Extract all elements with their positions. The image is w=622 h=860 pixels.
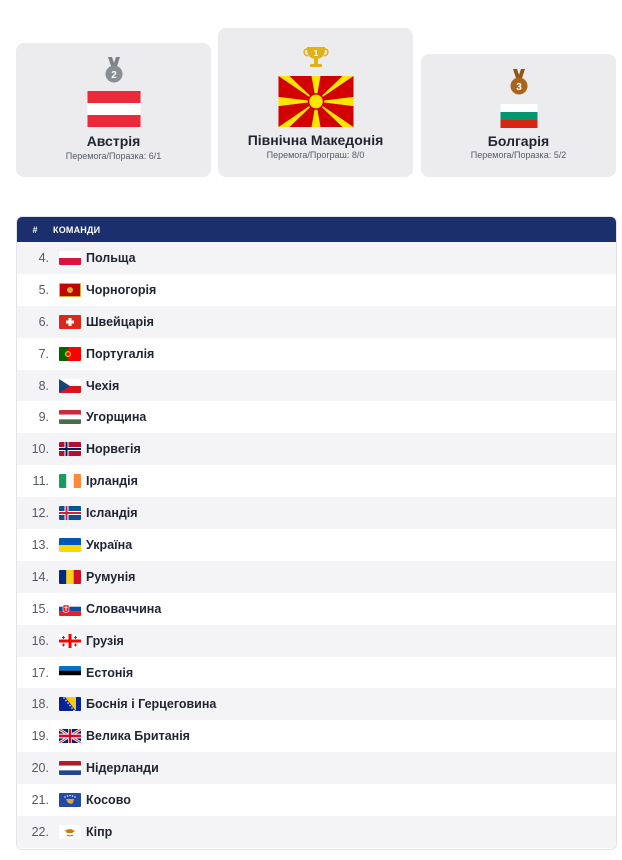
team-name[interactable]: Естонія (86, 665, 134, 680)
poland-flag-icon (59, 251, 81, 265)
table-row[interactable] (17, 338, 616, 370)
table-row[interactable] (17, 242, 616, 274)
row-rank: 21. (31, 793, 49, 808)
romania-flag-icon (59, 570, 81, 584)
table-row[interactable] (17, 657, 616, 689)
row-rank: 12. (31, 506, 49, 521)
team-name[interactable]: Ірландія (86, 474, 138, 489)
slovakia-flag-icon (59, 602, 81, 616)
team-name[interactable]: Україна (86, 537, 133, 552)
uk-flag-icon (59, 729, 81, 743)
gold-trophy-icon (303, 45, 329, 69)
table-row[interactable] (17, 625, 616, 657)
table-row[interactable] (17, 370, 616, 402)
header-rank: # (32, 224, 38, 235)
row-rank: 13. (31, 537, 49, 552)
table-body (17, 242, 616, 848)
row-rank: 19. (31, 729, 49, 744)
podium-card-third[interactable] (421, 54, 616, 177)
row-rank: 4. (38, 250, 49, 265)
team-name[interactable]: Грузія (86, 633, 124, 648)
table-row[interactable] (17, 561, 616, 593)
cyprus-flag-icon (59, 825, 81, 839)
table-row[interactable] (17, 593, 616, 625)
team-name[interactable]: Португалія (86, 346, 155, 361)
row-rank: 14. (31, 569, 49, 584)
podium-first-name: Північна Македонія (247, 132, 384, 148)
team-name[interactable]: Косово (86, 793, 131, 808)
team-name[interactable]: Угорщина (86, 410, 147, 425)
table-row[interactable] (17, 465, 616, 497)
team-name[interactable]: Чорногорія (86, 282, 157, 297)
podium-second-name: Австрія (86, 133, 141, 149)
portugal-flag-icon (59, 347, 81, 361)
podium (16, 28, 616, 178)
row-rank: 15. (31, 601, 49, 616)
table-header (17, 217, 616, 242)
podium-second-stat: Перемога/Поразка: 6/1 (65, 151, 162, 161)
team-name[interactable]: Швейцарія (86, 314, 154, 329)
row-rank: 11. (32, 474, 49, 489)
row-rank: 9. (38, 410, 49, 425)
team-name[interactable]: Нідерланди (86, 761, 159, 776)
table-row[interactable] (17, 816, 616, 848)
table-row[interactable] (17, 433, 616, 465)
silver-rank-label: 2 (110, 70, 117, 81)
table-row[interactable] (17, 497, 616, 529)
bronze-medal-icon (508, 69, 530, 97)
podium-third-name: Болгарія (487, 133, 550, 149)
ireland-flag-icon (59, 474, 81, 488)
netherlands-flag-icon (59, 761, 81, 775)
team-name[interactable]: Кіпр (86, 824, 113, 839)
podium-third-stat: Перемога/Поразка: 5/2 (470, 150, 567, 160)
hungary-flag-icon (59, 410, 81, 424)
row-rank: 10. (31, 442, 49, 457)
team-name[interactable]: Польща (86, 250, 136, 265)
row-rank: 7. (38, 346, 49, 361)
silver-medal-icon (103, 57, 125, 85)
row-rank: 18. (31, 697, 49, 712)
bulgaria-flag-icon (500, 104, 537, 128)
row-rank: 20. (31, 761, 49, 776)
ukraine-flag-icon (59, 538, 81, 552)
kosovo-flag-icon (59, 793, 81, 807)
gold-rank-label: 1 (313, 49, 318, 58)
czechia-flag-icon (59, 379, 81, 393)
iceland-flag-icon (59, 506, 81, 520)
table-row[interactable] (17, 752, 616, 784)
montenegro-flag-icon (59, 283, 81, 297)
podium-first-stat: Перемога/Програш: 8/0 (266, 150, 365, 160)
austria-flag-icon (87, 91, 140, 127)
row-rank: 5. (38, 282, 49, 297)
row-rank: 17. (31, 665, 49, 680)
standings-table (16, 216, 617, 850)
georgia-flag-icon (59, 634, 81, 648)
team-name[interactable]: Чехія (86, 378, 120, 393)
bronze-rank-label: 3 (515, 82, 522, 93)
north-macedonia-flag-icon (278, 76, 353, 127)
podium-card-second[interactable] (16, 43, 211, 177)
estonia-flag-icon (59, 666, 81, 680)
team-name[interactable]: Велика Британія (86, 729, 190, 744)
table-row[interactable] (17, 274, 616, 306)
row-rank: 16. (31, 633, 49, 648)
norway-flag-icon (59, 442, 81, 456)
team-name[interactable]: Словаччина (86, 601, 162, 616)
table-row[interactable] (17, 306, 616, 338)
row-rank: 22. (31, 824, 49, 839)
table-row[interactable] (17, 720, 616, 752)
table-row[interactable] (17, 401, 616, 433)
table-row[interactable] (17, 688, 616, 720)
team-name[interactable]: Ісландія (86, 506, 138, 521)
team-name[interactable]: Норвегія (86, 442, 141, 457)
row-rank: 8. (38, 378, 49, 393)
podium-card-first[interactable] (218, 28, 413, 177)
table-row[interactable] (17, 529, 616, 561)
bosnia-flag-icon (59, 697, 81, 711)
team-name[interactable]: Боснія і Герцеговина (86, 697, 217, 712)
switzerland-flag-icon (59, 315, 81, 329)
team-name[interactable]: Румунія (86, 569, 136, 584)
header-teams[interactable]: КОМАНДИ (53, 224, 101, 235)
row-rank: 6. (38, 314, 49, 329)
table-row[interactable] (17, 784, 616, 816)
